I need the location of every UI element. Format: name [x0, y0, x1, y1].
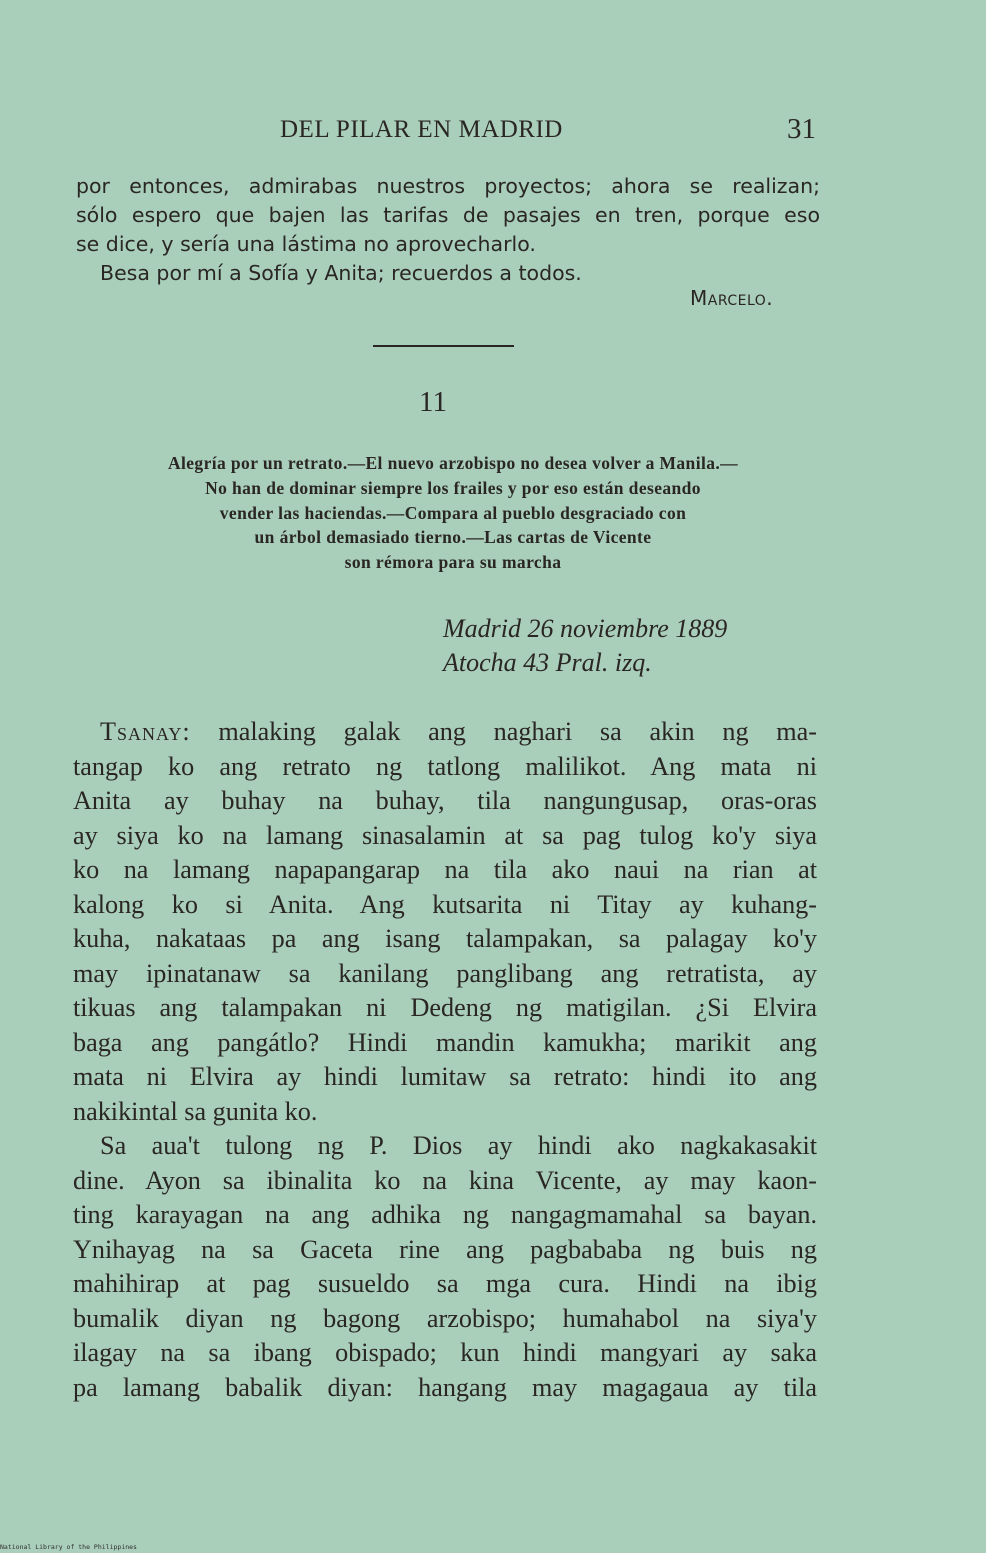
letter-body — [73, 715, 817, 1405]
text-line: mata ni Elvira ay hindi lumitaw sa retrato: hindi ito ang — [73, 1062, 817, 1091]
text-line: ay siya ko na lamang sinasalamin at sa pag tulog ko'y siya — [73, 820, 817, 850]
text-line: kalong ko si Anita. Ang kutsarita ni Titay ay kuhang- — [73, 889, 817, 919]
running-title: DEL PILAR EN MADRID — [280, 116, 563, 143]
summary-line: son rémora para su marcha — [344, 552, 562, 573]
text-line: nakikintal sa gunita ko. — [73, 1096, 318, 1126]
text-line: kuha, nakataas pa ang isang talampakan, sa palagay ko'y — [73, 924, 817, 953]
text-line: Ynihayag na sa Gaceta rine ang pagbababa ng buis ng — [73, 1234, 817, 1264]
first-line-text: malaking galak ang naghari sa akin ng ma- — [218, 717, 818, 746]
text-line: ilagay na sa ibang obispado; kun hindi mangyari ay saka — [73, 1338, 817, 1367]
text-line: ting karayagan na ang adhika ng nangagmamahal sa bayan. — [73, 1200, 817, 1229]
section-divider — [373, 345, 514, 347]
text-line: tikuas ang talampakan ni Dedeng ng matigilan. ¿Si Elvira — [73, 993, 817, 1022]
text-line: baga ang pangátlo? Hindi mandin kamukha; marikit ang — [73, 1027, 817, 1057]
summary-line: un árbol demasiado tierno.—Las cartas de Vicente — [254, 527, 652, 548]
text-line: pa lamang babalik diyan: hangang may magagaua ay tila — [73, 1372, 817, 1402]
text-line: Besa por mí a Sofía y Anita; recuerdos a todos. — [100, 261, 582, 285]
salutation: Tsanay: — [100, 717, 191, 746]
text-line: Sa aua't tulong ng P. Dios ay hindi ako nagkakasakit — [100, 1131, 817, 1160]
summary-line: vender las haciendas.—Compara al pueblo desgraciado con — [219, 502, 687, 523]
dateline-address: Atocha 43 Pral. izq. — [443, 648, 652, 677]
text-line: bumalik diyan ng bagong arzobispo; humahabol na siya'y — [73, 1303, 817, 1333]
text-line: dine. Ayon sa ibinalita ko na kina Vicente, ay may kaon- — [73, 1165, 817, 1195]
letter-summary — [60, 451, 846, 575]
text-line: tangap ko ang retrato ng tatlong malilikot. Ang mata ni — [73, 751, 817, 781]
text-line: se dice, y sería una lástima no aprovecharlo. — [76, 232, 536, 256]
library-credit: National Library of the Philippines — [0, 1543, 137, 1551]
signature: Marcelo. — [690, 286, 774, 310]
text-line: sólo espero que bajen las tarifas de pasajes en tren, porque eso — [76, 203, 820, 227]
text-line: por entonces, admirabas nuestros proyectos; ahora se realizan; — [76, 174, 820, 198]
dateline-date: Madrid 26 noviembre 1889 — [443, 614, 728, 643]
text-line: may ipinatanaw sa kanilang panglibang ang retratista, ay — [73, 958, 817, 988]
text-line: ko na lamang napapangarap na tila ako naui na rian at — [73, 855, 817, 884]
summary-line: Alegría por un retrato.—El nuevo arzobispo no desea volver a Manila.— — [167, 453, 739, 473]
letter-number: 11 — [419, 386, 447, 418]
summary-line: No han de dominar siempre los frailes y por eso están deseando — [205, 477, 701, 498]
page-number: 31 — [787, 113, 816, 145]
previous-letter-ending — [76, 172, 820, 288]
text-line: Anita ay buhay na buhay, tila nangungusap, oras-oras — [73, 786, 817, 815]
text-line — [73, 715, 817, 750]
text-line: mahihirap at pag susueldo sa mga cura. Hindi na ibig — [73, 1269, 817, 1298]
